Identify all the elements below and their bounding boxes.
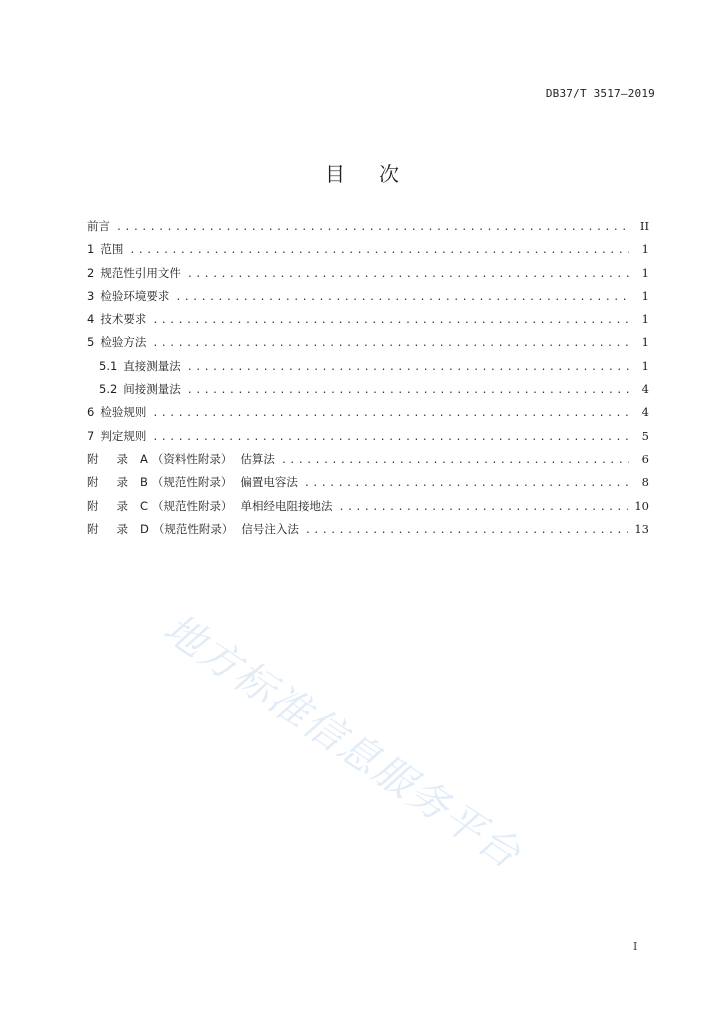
- toc-page-number: 1: [641, 242, 649, 257]
- toc-entry-number: 5: [87, 335, 95, 350]
- toc-entry-text: 单相经电阻接地法: [240, 498, 333, 513]
- toc-entry-text: 检验环境要求: [100, 288, 170, 303]
- dot-leader: [175, 290, 629, 306]
- toc-entry-label: [99, 358, 181, 374]
- toc-entry-text: 技术要求: [100, 312, 147, 327]
- annex-prefix: 录: [116, 521, 128, 536]
- toc-entry-number: 6: [87, 405, 95, 420]
- toc-page-number: 4: [641, 382, 649, 397]
- toc-entry-label: [87, 498, 333, 514]
- toc-entry-annex-d[interactable]: [87, 521, 649, 544]
- dot-leader: [152, 430, 629, 446]
- table-of-contents: [87, 218, 649, 544]
- toc-entry-text: 直接测量法: [123, 358, 181, 373]
- annex-prefix: 录: [116, 451, 128, 466]
- toc-entry-number: 3: [87, 288, 95, 303]
- toc-page-number: II: [639, 219, 649, 233]
- page-number: I: [633, 940, 638, 953]
- toc-entry-annex-b[interactable]: [87, 474, 649, 497]
- toc-entry-label: [87, 451, 275, 467]
- dot-leader: [116, 220, 629, 236]
- toc-entry-annex-a[interactable]: [87, 451, 649, 474]
- dot-leader: [152, 313, 629, 329]
- toc-entry-scope[interactable]: [87, 241, 649, 264]
- toc-entry-number: 7: [87, 428, 95, 443]
- dot-leader: [187, 383, 629, 399]
- annex-type: （规范性附录）: [152, 498, 233, 513]
- toc-entry-text: 规范性引用文件: [100, 265, 181, 280]
- toc-entry-label: [87, 288, 169, 304]
- annex-type: （资料性附录）: [151, 451, 233, 466]
- toc-page-number: 4: [641, 405, 649, 420]
- dot-leader: [305, 523, 629, 539]
- toc-page-number: 1: [641, 335, 649, 350]
- dot-leader: [129, 243, 629, 259]
- toc-entry-number: 2: [87, 265, 95, 280]
- annex-type: （规范性附录）: [152, 521, 234, 536]
- toc-page-number: 1: [641, 312, 649, 327]
- toc-entry-label: [99, 381, 181, 397]
- toc-entry-text: 信号注入法: [241, 521, 299, 536]
- toc-entry-label: [87, 521, 299, 537]
- annex-prefix: 附: [87, 521, 99, 536]
- toc-entry-number: 1: [87, 242, 95, 257]
- toc-entry-number: 5.1: [99, 358, 118, 373]
- annex-prefix: 录: [116, 498, 128, 513]
- toc-entry-number: 5.2: [99, 382, 118, 397]
- dot-leader: [187, 360, 629, 376]
- dot-leader: [281, 453, 629, 469]
- toc-entry-label: [87, 404, 146, 420]
- toc-entry-label: [87, 311, 146, 327]
- toc-page-number: 10: [634, 498, 649, 513]
- toc-page-number: 6: [641, 451, 649, 466]
- toc-entry-test-environment[interactable]: [87, 288, 649, 311]
- toc-entry-normative-references[interactable]: [87, 265, 649, 288]
- annex-prefix: 附: [87, 475, 99, 490]
- toc-entry-text: 范围: [100, 242, 124, 257]
- annex-letter: D: [140, 521, 149, 536]
- annex-prefix: 附: [87, 451, 99, 466]
- toc-entry-foreword[interactable]: [87, 218, 649, 241]
- toc-entry-text: 估算法: [240, 451, 275, 466]
- toc-entry-label: [87, 428, 146, 444]
- dot-leader: [187, 267, 629, 283]
- toc-entry-label: [87, 474, 298, 490]
- toc-entry-text: 间接测量法: [123, 382, 181, 397]
- dot-leader: [152, 406, 629, 422]
- toc-entry-label: [87, 334, 146, 350]
- toc-entry-text: 检验方法: [100, 335, 147, 350]
- toc-entry-technical-requirements[interactable]: [87, 311, 649, 334]
- toc-page-number: 13: [634, 521, 649, 536]
- toc-entry-text: 偏置电容法: [240, 475, 298, 490]
- toc-entry-text: 判定规则: [100, 428, 147, 443]
- dot-leader: [304, 476, 629, 492]
- watermark-text: 地方标准信息服务平台: [155, 605, 530, 879]
- toc-entry-judgement-rules[interactable]: [87, 428, 649, 451]
- dot-leader: [339, 500, 629, 516]
- toc-page-number: 1: [641, 265, 649, 280]
- toc-entry-direct-measurement[interactable]: [87, 358, 649, 381]
- annex-prefix: 录: [116, 475, 128, 490]
- toc-page-number: 5: [641, 428, 649, 443]
- annex-prefix: 附: [87, 498, 99, 513]
- toc-entry-text: 检验规则: [100, 405, 147, 420]
- toc-entry-label: [87, 265, 181, 281]
- toc-entry-number: 4: [87, 312, 95, 327]
- annex-type: （规范性附录）: [151, 475, 233, 490]
- document-code: DB37/T 3517—2019: [545, 87, 655, 100]
- toc-entry-indirect-measurement[interactable]: [87, 381, 649, 404]
- annex-letter: C: [140, 498, 149, 513]
- toc-page-number: 8: [641, 475, 649, 490]
- toc-entry-annex-c[interactable]: [87, 498, 649, 521]
- toc-page-number: 1: [641, 288, 649, 303]
- toc-entry-test-methods[interactable]: [87, 334, 649, 357]
- toc-entry-label: [87, 241, 123, 257]
- annex-letter: B: [140, 475, 148, 490]
- page-title: 目次: [325, 162, 433, 186]
- annex-letter: A: [140, 451, 148, 466]
- toc-entry-label: 前言: [87, 219, 110, 233]
- toc-entry-inspection-rules[interactable]: [87, 404, 649, 427]
- dot-leader: [152, 336, 629, 352]
- toc-page-number: 1: [641, 358, 649, 373]
